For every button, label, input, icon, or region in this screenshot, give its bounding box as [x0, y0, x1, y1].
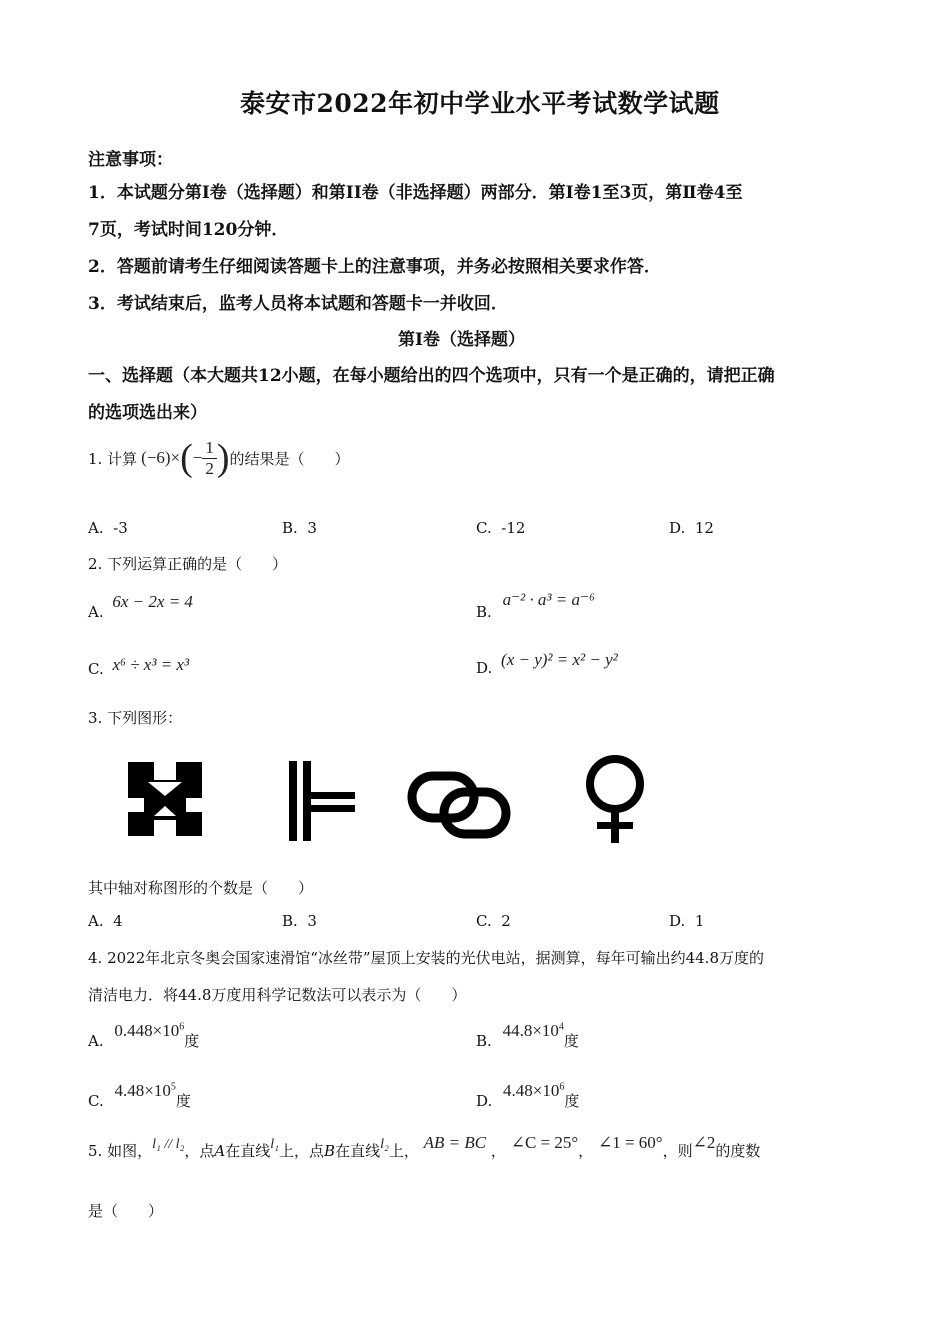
- q4-option-b[interactable]: B. $44.8\times 10^4$度: [476, 1021, 579, 1050]
- q3-option-a[interactable]: A. 4: [88, 912, 123, 930]
- q2-option-a[interactable]: A. 6x − 2x = 4: [88, 592, 193, 621]
- q1-fraction: [202, 438, 217, 478]
- double-bar-t-icon: [286, 758, 358, 844]
- q4-line-1: 4. 2022年北京冬奥会国家速滑馆“冰丝带”屋顶上安装的光伏电站，据测算，每年可输出约44.8万度的: [88, 949, 764, 967]
- q4-option-a[interactable]: A. $0.448\times 10^6$度: [88, 1021, 200, 1050]
- q1-paren-close: ): [216, 437, 230, 480]
- notes-item-3: 3．考试结束后，监考人员将本试题和答题卡一并收回．: [88, 294, 508, 314]
- q5-line-2: 是（ ）: [88, 1202, 164, 1220]
- q1-option-a[interactable]: A. -3: [88, 519, 128, 537]
- q3-stem: 3. 下列图形：: [88, 709, 183, 727]
- q3-option-c[interactable]: C. 2: [476, 912, 511, 930]
- q4-option-c[interactable]: C. $4.48\times 10^5$度: [88, 1081, 191, 1110]
- section-title: 第Ⅰ卷（选择题）: [398, 330, 525, 350]
- notes-item-1-line-1: 1．本试题分第Ⅰ卷（选择题）和第II卷（非选择题）两部分．第Ⅰ卷1至3页，第Ⅱ卷4至: [88, 183, 743, 203]
- q2-option-c[interactable]: C. x⁶ ÷ x³ = x³: [88, 655, 190, 678]
- q1-expr-left: (−6)×: [141, 448, 181, 468]
- q2-option-b[interactable]: B. a⁻² · a³ = a⁻⁶: [476, 590, 595, 621]
- question-1: [88, 438, 350, 478]
- notes-heading: 注意事项：: [88, 150, 173, 170]
- q1-option-d[interactable]: D. 12: [669, 519, 714, 537]
- q1-minus: −: [192, 448, 203, 468]
- q1-frac-num: 1: [202, 438, 217, 459]
- notes-item-2: 2．答题前请考生仔细阅读答题卡上的注意事项，并务必按照相关要求作答．: [88, 257, 661, 277]
- q4-line-2: 清洁电力．将44.8万度用科学记数法可以表示为（ ）: [88, 986, 467, 1004]
- q1-paren-open: (: [180, 437, 193, 480]
- q3-option-b[interactable]: B. 3: [282, 912, 317, 930]
- part1-line-1: 一、选择题（本大题共12小题，在每小题给出的四个选项中，只有一个是正确的，请把正确: [88, 366, 775, 386]
- q5-line-1: 5. 如图，l₁ // l₂，点A在直线l₁上，点B在直线l₂上， AB = BC ， ∠C = 25°， ∠1 = 60°，则∠2的度数: [88, 1133, 761, 1160]
- part1-line-2: 的选项选出来）: [88, 403, 207, 423]
- q3-question: 其中轴对称图形的个数是（ ）: [88, 879, 314, 897]
- q1-option-b[interactable]: B. 3: [282, 519, 317, 537]
- q4-option-d[interactable]: D. $4.48\times 10^6$度: [476, 1081, 580, 1110]
- checker-shape-icon: [126, 760, 204, 838]
- q2-option-d[interactable]: D. (x − y)² = x² − y²: [476, 650, 618, 677]
- page-title: 泰安市2022年初中学业水平考试数学试题: [240, 89, 720, 118]
- linked-rings-icon: [406, 770, 512, 840]
- q1-option-c[interactable]: C. -12: [476, 519, 526, 537]
- venus-symbol-icon: [580, 752, 650, 846]
- q1-prefix: 1. 计算: [88, 449, 138, 468]
- q3-option-d[interactable]: D. 1: [669, 912, 705, 930]
- notes-item-1-line-2: 7页，考试时间120分钟．: [88, 220, 289, 240]
- q1-suffix: 的结果是（ ）: [229, 449, 350, 468]
- q2-stem: 2. 下列运算正确的是（ ）: [88, 555, 288, 573]
- q1-frac-den: 2: [205, 458, 214, 478]
